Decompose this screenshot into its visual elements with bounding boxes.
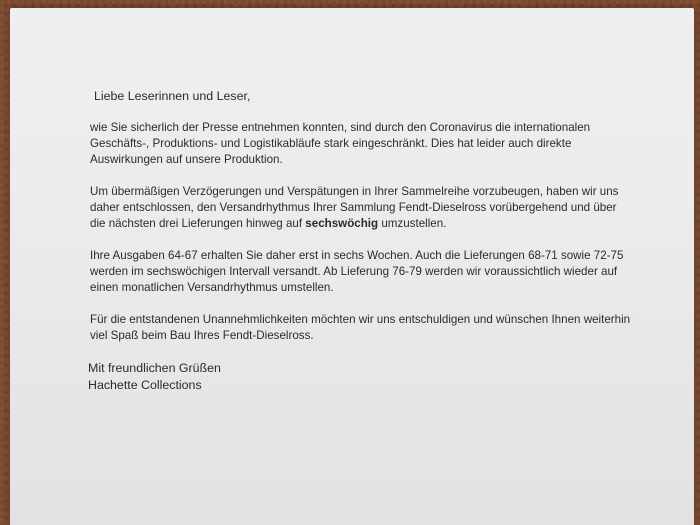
closing-greeting: Mit freundlichen Grüßen [88, 361, 221, 375]
closing [88, 360, 633, 394]
paragraph-issues: Ihre Ausgaben 64-67 erhalten Sie daher erst in sechs Wochen. Auch die Lieferungen 68-71 sowie 72-75 werden im sechswöchigen Intervall versandt. Ab Lieferung 76-79 werden wir voraussichtlich wieder auf einen monatlichen Versandrhythmus umstellen. [90, 249, 624, 294]
emphasis-sechswoechig: sechswöchig [305, 217, 379, 230]
paragraph-text-start: Um übermäßigen Verzögerungen und Verspätungen in Ihrer Sammelreihe vorzubeugen, haben wir uns daher entschlossen, den Versandrhythmus Ihrer Sammlung Fendt-Dieselross vorübergehend und über die nächsten drei Lieferungen hinweg auf [90, 185, 619, 230]
letter-body [88, 88, 633, 394]
paper-sheet [10, 8, 694, 525]
salutation: Liebe Leserinnen und Leser, [94, 89, 251, 103]
closing-sender: Hachette Collections [88, 378, 202, 392]
paragraph-shipping-rhythm [90, 184, 633, 232]
paragraph-apology: Für die entstandenen Unannehmlichkeiten möchten wir uns entschuldigen und wünschen Ihnen weiterhin viel Spaß beim Bau Ihres Fendt-Dieselross. [90, 313, 631, 342]
paragraph-coronavirus: wie Sie sicherlich der Presse entnehmen konnten, sind durch den Coronavirus die internationalen Geschäfts-, Produktions- und Logistikabläufe stark eingeschränkt. Dies hat leider auch direkte Auswirkungen auf unsere Produktion. [90, 121, 591, 166]
paragraph-text-end: umzustellen. [378, 217, 447, 230]
